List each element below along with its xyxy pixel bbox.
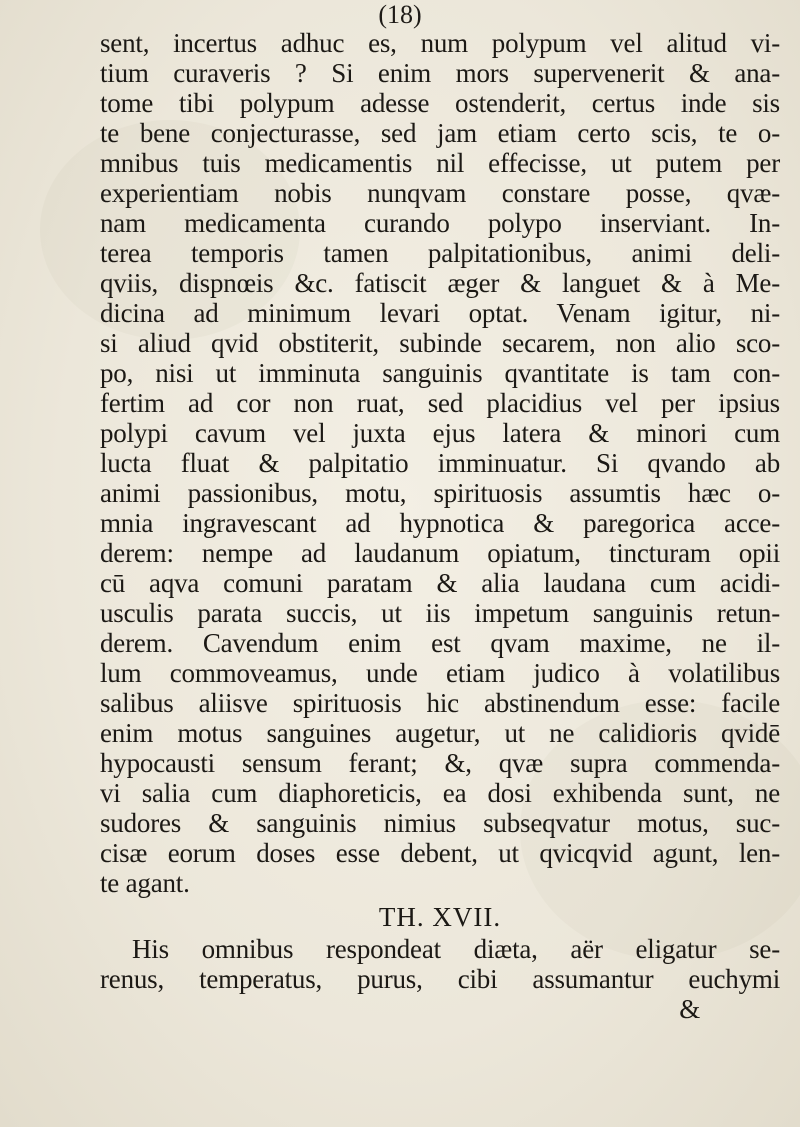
text-line: nam medicamenta curando polypo inserviant. In- [100, 208, 780, 238]
catchword: & [679, 994, 700, 1024]
text-line: sent, incertus adhuc es, num polypum vel alitud vi- [100, 28, 780, 58]
text-line: cisæ eorum doses esse debent, ut qvicqvid agunt, len- [100, 838, 780, 868]
text-line: derem. Cavendum enim est qvam maxime, ne il- [100, 628, 780, 658]
text-line: salibus aliisve spirituosis hic abstinendum esse: facile [100, 688, 780, 718]
text-line: tium curaveris ? Si enim mors supervenerit & ana- [100, 58, 780, 88]
text-line: usculis parata succis, ut iis impetum sanguinis retun- [100, 598, 780, 628]
text-line: mnia ingravescant ad hypnotica & paregorica acce- [100, 508, 780, 538]
body-text [100, 28, 780, 1024]
text-line: terea temporis tamen palpitationibus, animi deli- [100, 238, 780, 268]
text-line: te bene conjecturasse, sed jam etiam certo scis, te o- [100, 118, 780, 148]
text-line: His omnibus respondeat diæta, aër eligatur se- [132, 934, 780, 964]
text-line: experientiam nobis nunqvam constare posse, qvæ- [100, 178, 780, 208]
text-line: mnibus tuis medicamentis nil effecisse, ut putem per [100, 148, 780, 178]
text-line: po, nisi ut imminuta sanguinis qvantitate is tam con- [100, 358, 780, 388]
text-line: polypi cavum vel juxta ejus latera & minori cum [100, 418, 780, 448]
text-line: derem: nempe ad laudanum opiatum, tincturam opii [100, 538, 780, 568]
text-line: animi passionibus, motu, spirituosis assumtis hæc o- [100, 478, 780, 508]
text-line: vi salia cum diaphoreticis, ea dosi exhibenda sunt, ne [100, 778, 780, 808]
text-line: dicina ad minimum levari optat. Venam igitur, ni- [100, 298, 780, 328]
text-line: lum commoveamus, unde etiam judico à volatilibus [100, 658, 780, 688]
text-line: te agant. [100, 868, 190, 898]
text-line: si aliud qvid obstiterit, subinde secarem, non alio sco- [100, 328, 780, 358]
text-line: renus, temperatus, purus, cibi assumantur euchymi [100, 964, 780, 994]
text-line: tome tibi polypum adesse ostenderit, certus inde sis [100, 88, 780, 118]
text-line: qviis, dispnœis &c. fatiscit æger & languet & à Me- [100, 268, 780, 298]
text-line: lucta fluat & palpitatio imminuatur. Si qvando ab [100, 448, 780, 478]
text-line: hypocausti sensum ferant; &, qvæ supra commenda- [100, 748, 780, 778]
text-line: fertim ad cor non ruat, sed placidius vel per ipsius [100, 388, 780, 418]
text-line: cū aqva comuni paratam & alia laudana cum acidi- [100, 568, 780, 598]
section-heading: TH. XVII. [378, 902, 502, 932]
text-line: enim motus sanguines augetur, ut ne calidioris qvidē [100, 718, 780, 748]
page-number: (18) [378, 0, 422, 29]
text-line: sudores & sanguinis nimius subseqvatur motus, suc- [100, 808, 780, 838]
